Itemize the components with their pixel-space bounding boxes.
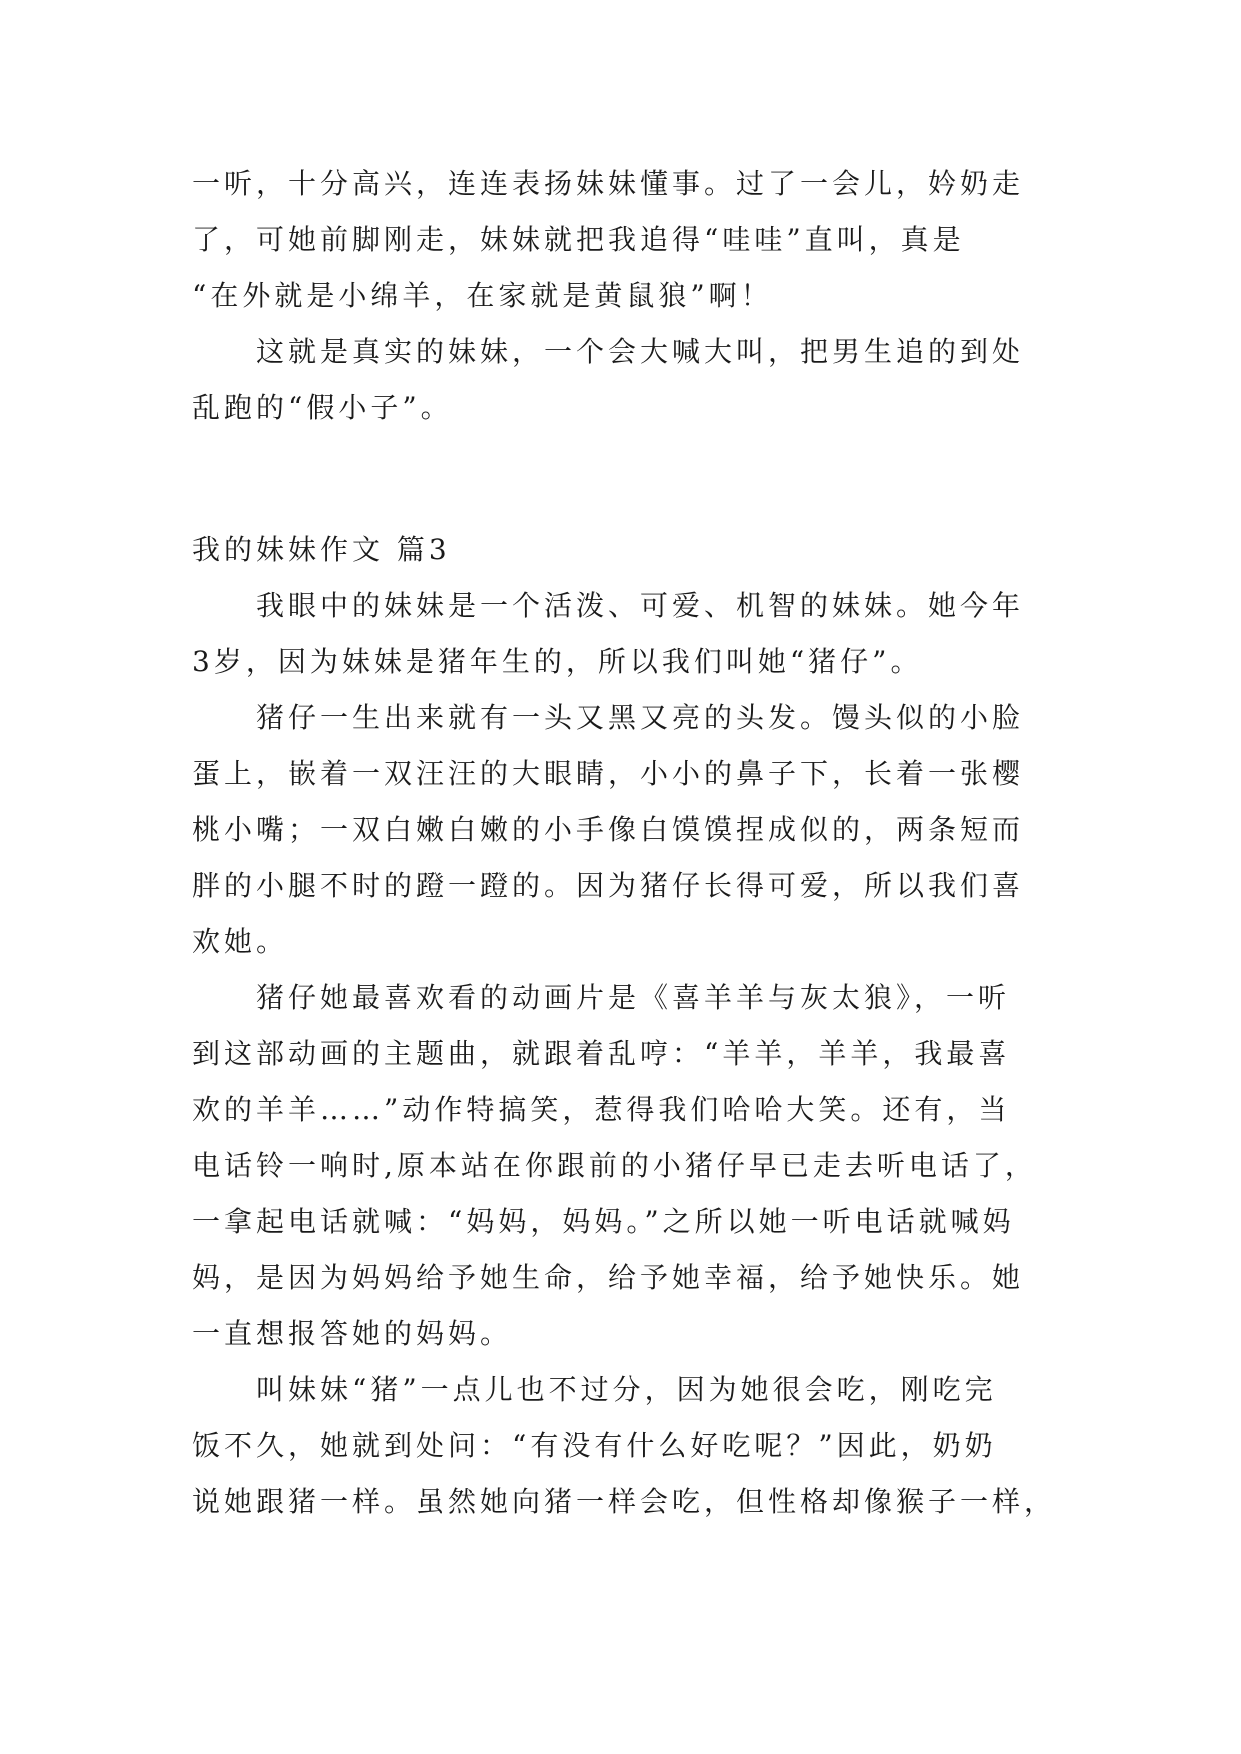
text-line: 欢她。 bbox=[192, 925, 289, 958]
text-line: 说她跟猪一样。虽然她向猪一样会吃，但性格却像猴子一样， bbox=[192, 1485, 1057, 1518]
text-line: 桃小嘴；一双白嫩白嫩的小手像白馍馍捏成似的，两条短而 bbox=[192, 813, 1025, 846]
text-line: 猪仔一生出来就有一头又黑又亮的头发。馒头似的小脸 bbox=[256, 701, 1025, 734]
text-line: 了，可她前脚刚走，妹妹就把我追得“哇哇”直叫，真是 bbox=[192, 223, 965, 256]
section-gap bbox=[192, 436, 1056, 522]
text-line: 电话铃一响时,原本站在你跟前的小猪仔早已走去听电话了， bbox=[192, 1149, 1037, 1182]
continuation-paragraph bbox=[192, 156, 1056, 324]
text-line: 这就是真实的妹妹，一个会大喊大叫，把男生追的到处 bbox=[256, 335, 1025, 368]
paragraph-2 bbox=[192, 690, 1056, 970]
text-line: 一直想报答她的妈妈。 bbox=[192, 1317, 513, 1350]
text-line: 我眼中的妹妹是一个活泼、可爱、机智的妹妹。她今年 bbox=[256, 589, 1025, 622]
text-line: 妈，是因为妈妈给予她生命，给予她幸福，给予她快乐。她 bbox=[192, 1261, 1025, 1294]
paragraph-1 bbox=[192, 578, 1056, 690]
text-line: 猪仔她最喜欢看的动画片是《喜羊羊与灰太狼》，一听 bbox=[256, 981, 1011, 1014]
paragraph-4 bbox=[192, 1362, 1056, 1530]
text-line: 蛋上，嵌着一双汪汪的大眼睛，小小的鼻子下，长着一张樱 bbox=[192, 757, 1025, 790]
text-line: “在外就是小绵羊，在家就是黄鼠狼”啊！ bbox=[192, 279, 773, 312]
text-line: 叫妹妹“猪”一点儿也不过分，因为她很会吃，刚吃完 bbox=[256, 1373, 997, 1406]
text-line: 3岁，因为妹妹是猪年生的，所以我们叫她“猪仔”。 bbox=[192, 645, 923, 678]
text-line: 一听，十分高兴，连连表扬妹妹懂事。过了一会儿，妗奶走 bbox=[192, 167, 1025, 200]
text-line: 饭不久，她就到处问：“有没有什么好吃呢？”因此，奶奶 bbox=[192, 1429, 997, 1462]
text-line: 一拿起电话就喊：“妈妈，妈妈。”之所以她一听电话就喊妈 bbox=[192, 1205, 1015, 1238]
text-line: 乱跑的“假小子”。 bbox=[192, 391, 453, 424]
paragraph-3 bbox=[192, 970, 1056, 1362]
text-line: 胖的小腿不时的蹬一蹬的。因为猪仔长得可爱，所以我们喜 bbox=[192, 869, 1025, 902]
document-page bbox=[192, 156, 1056, 1530]
closing-paragraph bbox=[192, 324, 1056, 436]
section-title: 我的妹妹作文 篇3 bbox=[192, 533, 451, 566]
text-line: 欢的羊羊……”动作特搞笑，惹得我们哈哈大笑。还有，当 bbox=[192, 1093, 1011, 1126]
text-line: 到这部动画的主题曲，就跟着乱哼：“羊羊，羊羊，我最喜 bbox=[192, 1037, 1011, 1070]
